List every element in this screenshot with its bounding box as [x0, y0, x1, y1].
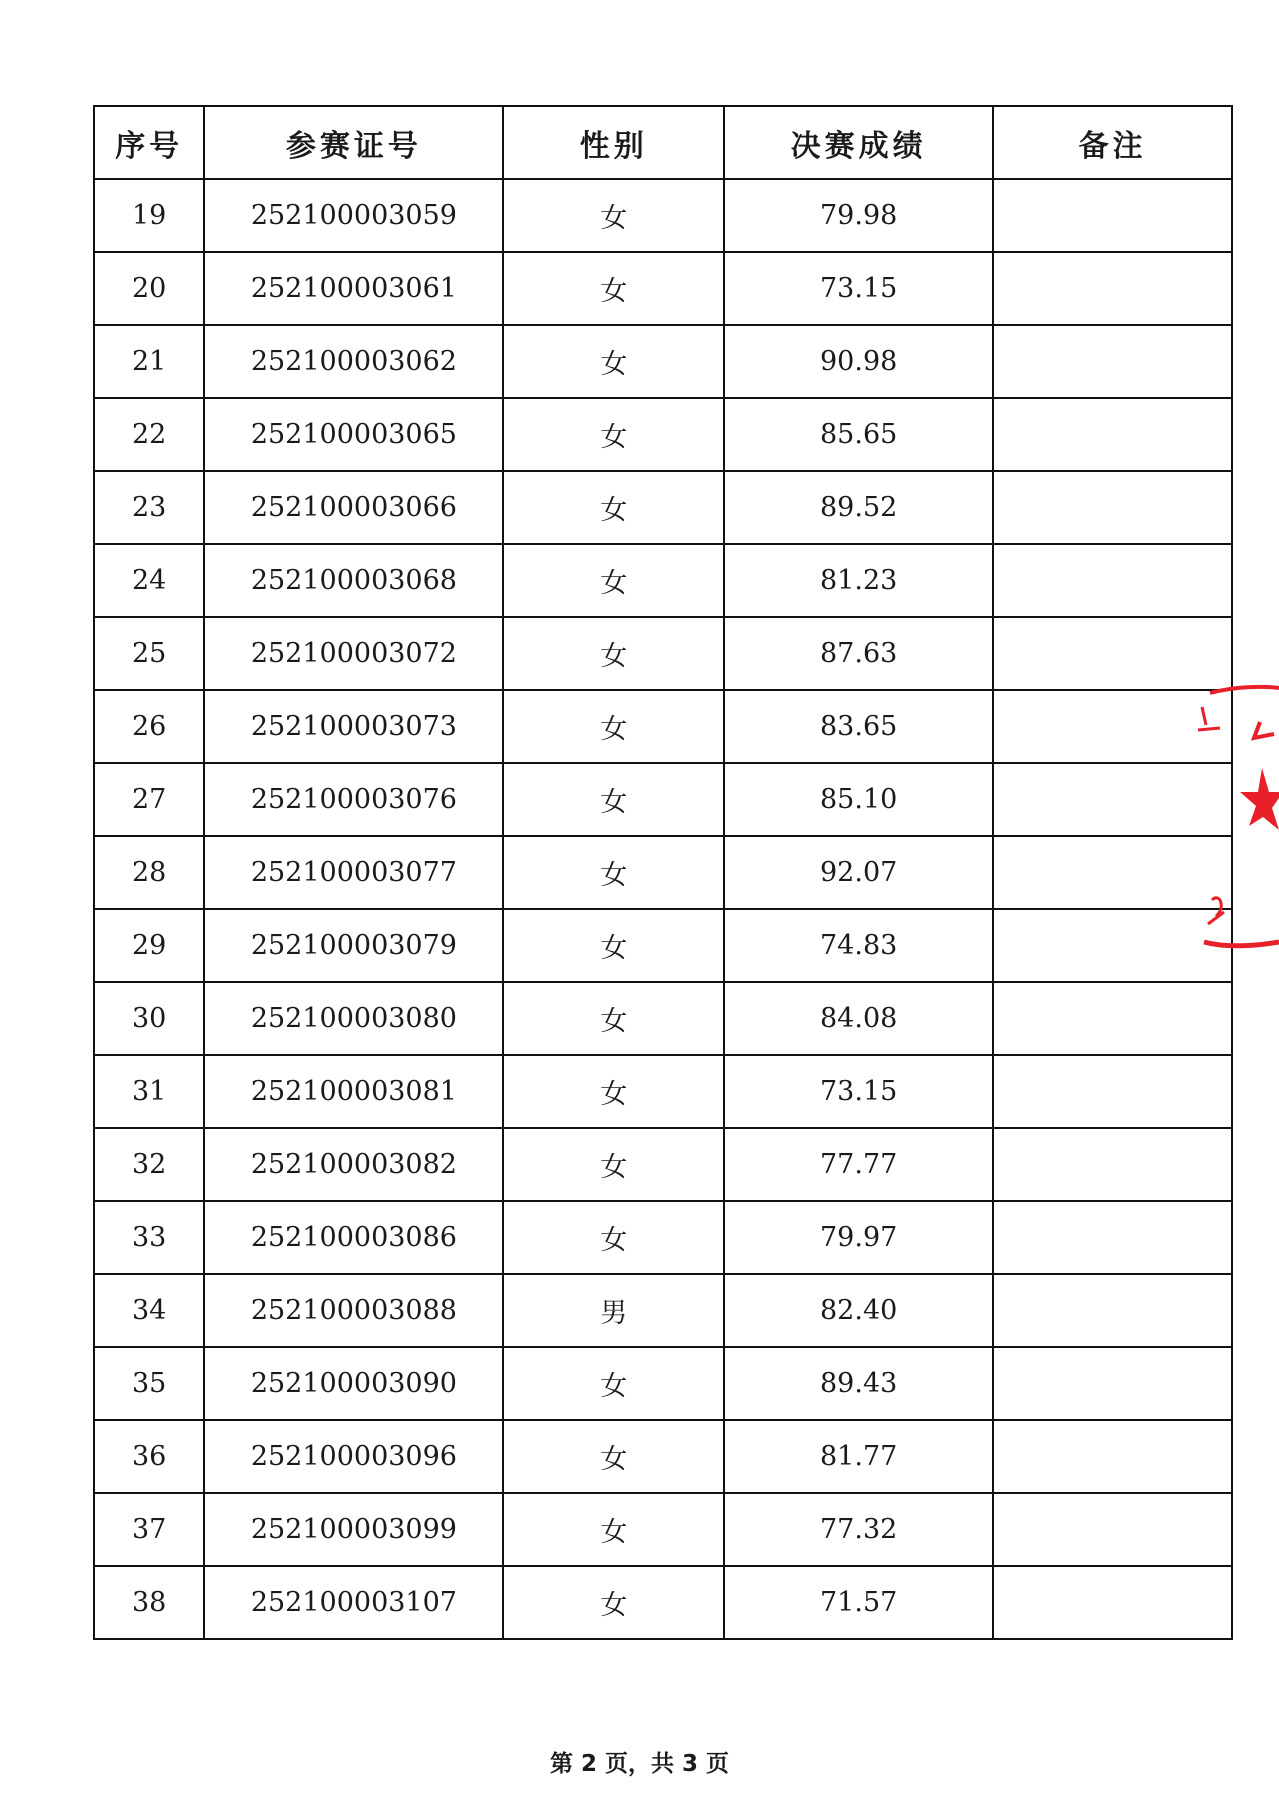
cell-serial-number: 27	[94, 763, 204, 836]
table-row	[94, 398, 1232, 471]
cell-gender: 女	[503, 690, 724, 763]
cell-gender: 男	[503, 1274, 724, 1347]
cell-entry-id: 252100003062	[204, 325, 503, 398]
cell-final-score: 73.15	[724, 252, 993, 325]
cell-serial-number: 32	[94, 1128, 204, 1201]
cell-remarks	[993, 1566, 1232, 1639]
cell-remarks	[993, 1420, 1232, 1493]
cell-remarks	[993, 252, 1232, 325]
cell-gender: 女	[503, 982, 724, 1055]
cell-gender: 女	[503, 544, 724, 617]
cell-entry-id: 252100003081	[204, 1055, 503, 1128]
cell-final-score: 73.15	[724, 1055, 993, 1128]
cell-gender: 女	[503, 325, 724, 398]
cell-remarks	[993, 398, 1232, 471]
cell-serial-number: 30	[94, 982, 204, 1055]
cell-remarks	[993, 1274, 1232, 1347]
table-row	[94, 1055, 1232, 1128]
cell-final-score: 71.57	[724, 1566, 993, 1639]
cell-remarks	[993, 325, 1232, 398]
cell-serial-number: 21	[94, 325, 204, 398]
cell-serial-number: 34	[94, 1274, 204, 1347]
cell-entry-id: 252100003072	[204, 617, 503, 690]
cell-gender: 女	[503, 763, 724, 836]
cell-entry-id: 252100003079	[204, 909, 503, 982]
cell-serial-number: 23	[94, 471, 204, 544]
cell-final-score: 81.23	[724, 544, 993, 617]
cell-final-score: 89.52	[724, 471, 993, 544]
cell-final-score: 83.65	[724, 690, 993, 763]
page-number: 第 2 页，共 3 页	[549, 1751, 730, 1777]
cell-gender: 女	[503, 179, 724, 252]
cell-gender: 女	[503, 1347, 724, 1420]
table-row	[94, 325, 1232, 398]
cell-serial-number: 38	[94, 1566, 204, 1639]
table-row	[94, 909, 1232, 982]
table-row	[94, 690, 1232, 763]
cell-gender: 女	[503, 617, 724, 690]
cell-entry-id: 252100003059	[204, 179, 503, 252]
cell-final-score: 82.40	[724, 1274, 993, 1347]
cell-serial-number: 31	[94, 1055, 204, 1128]
cell-serial-number: 36	[94, 1420, 204, 1493]
cell-gender: 女	[503, 909, 724, 982]
table-row	[94, 1420, 1232, 1493]
cell-entry-id: 252100003077	[204, 836, 503, 909]
table-row	[94, 179, 1232, 252]
cell-final-score: 81.77	[724, 1420, 993, 1493]
cell-gender: 女	[503, 1566, 724, 1639]
cell-gender: 女	[503, 252, 724, 325]
cell-entry-id: 252100003088	[204, 1274, 503, 1347]
table-row	[94, 1128, 1232, 1201]
table-row	[94, 544, 1232, 617]
cell-final-score: 85.10	[724, 763, 993, 836]
cell-serial-number: 26	[94, 690, 204, 763]
cell-remarks	[993, 544, 1232, 617]
cell-gender: 女	[503, 398, 724, 471]
table-row	[94, 1201, 1232, 1274]
cell-final-score: 89.43	[724, 1347, 993, 1420]
cell-entry-id: 252100003096	[204, 1420, 503, 1493]
cell-entry-id: 252100003080	[204, 982, 503, 1055]
cell-remarks	[993, 1128, 1232, 1201]
cell-final-score: 92.07	[724, 836, 993, 909]
cell-entry-id: 252100003076	[204, 763, 503, 836]
cell-entry-id: 252100003066	[204, 471, 503, 544]
header-remarks: 备注	[993, 106, 1232, 179]
cell-entry-id: 252100003099	[204, 1493, 503, 1566]
cell-serial-number: 29	[94, 909, 204, 982]
cell-remarks	[993, 1347, 1232, 1420]
table-row	[94, 1493, 1232, 1566]
header-serial-number: 序号	[94, 106, 204, 179]
header-entry-id: 参赛证号	[204, 106, 503, 179]
cell-final-score: 85.65	[724, 398, 993, 471]
cell-remarks	[993, 982, 1232, 1055]
cell-final-score: 90.98	[724, 325, 993, 398]
table-row	[94, 1347, 1232, 1420]
table-row	[94, 763, 1232, 836]
cell-entry-id: 252100003086	[204, 1201, 503, 1274]
red-star-seal-icon	[1196, 680, 1279, 956]
cell-gender: 女	[503, 1128, 724, 1201]
cell-serial-number: 20	[94, 252, 204, 325]
cell-gender: 女	[503, 836, 724, 909]
cell-final-score: 79.98	[724, 179, 993, 252]
cell-entry-id: 252100003090	[204, 1347, 503, 1420]
header-gender: 性别	[503, 106, 724, 179]
table-row	[94, 617, 1232, 690]
cell-remarks	[993, 179, 1232, 252]
cell-remarks	[993, 1493, 1232, 1566]
table-row	[94, 982, 1232, 1055]
table-row	[94, 1274, 1232, 1347]
cell-serial-number: 33	[94, 1201, 204, 1274]
cell-final-score: 77.32	[724, 1493, 993, 1566]
cell-entry-id: 252100003107	[204, 1566, 503, 1639]
cell-entry-id: 252100003082	[204, 1128, 503, 1201]
cell-serial-number: 24	[94, 544, 204, 617]
cell-gender: 女	[503, 1201, 724, 1274]
cell-entry-id: 252100003068	[204, 544, 503, 617]
cell-final-score: 84.08	[724, 982, 993, 1055]
cell-entry-id: 252100003061	[204, 252, 503, 325]
cell-serial-number: 37	[94, 1493, 204, 1566]
cell-gender: 女	[503, 1493, 724, 1566]
cell-serial-number: 19	[94, 179, 204, 252]
cell-gender: 女	[503, 1420, 724, 1493]
cell-serial-number: 22	[94, 398, 204, 471]
cell-gender: 女	[503, 1055, 724, 1128]
cell-remarks	[993, 471, 1232, 544]
cell-entry-id: 252100003073	[204, 690, 503, 763]
table-row	[94, 1566, 1232, 1639]
cell-remarks	[993, 1055, 1232, 1128]
cell-serial-number: 28	[94, 836, 204, 909]
cell-final-score: 87.63	[724, 617, 993, 690]
cell-serial-number: 35	[94, 1347, 204, 1420]
score-table	[93, 105, 1233, 1640]
cell-final-score: 77.77	[724, 1128, 993, 1201]
table-row	[94, 471, 1232, 544]
table-row	[94, 252, 1232, 325]
cell-serial-number: 25	[94, 617, 204, 690]
table-header-row	[94, 106, 1232, 179]
cell-final-score: 74.83	[724, 909, 993, 982]
cell-gender: 女	[503, 471, 724, 544]
header-final-score: 决赛成绩	[724, 106, 993, 179]
cell-remarks	[993, 1201, 1232, 1274]
table-row	[94, 836, 1232, 909]
cell-final-score: 79.97	[724, 1201, 993, 1274]
cell-entry-id: 252100003065	[204, 398, 503, 471]
